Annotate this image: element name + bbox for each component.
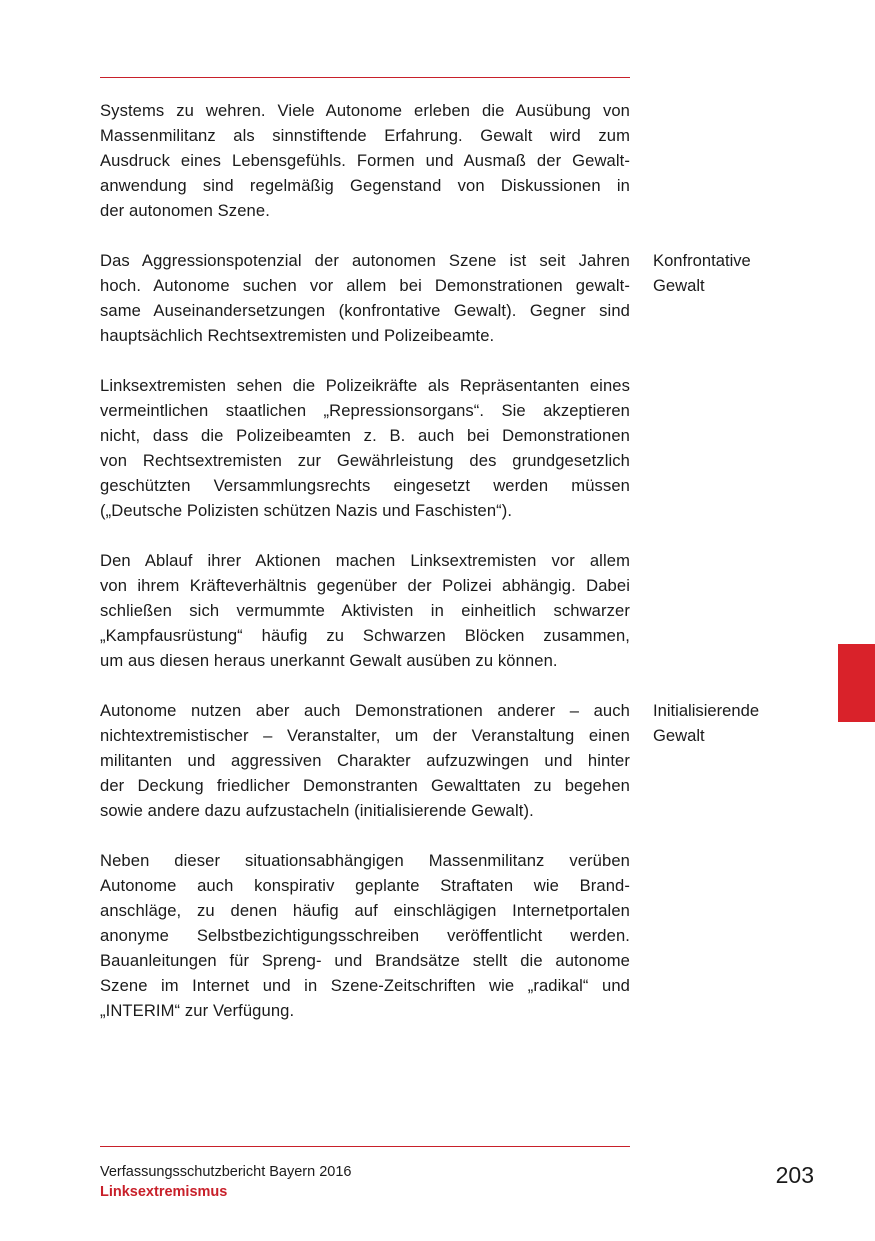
text-line: schließen sich vermummte Aktivisten in einheitlich schwarzer bbox=[100, 601, 630, 620]
text-line: geschützten Versammlungsrechts eingesetzt werden müssen bbox=[100, 476, 630, 495]
text-line: Autonome auch konspirativ geplante Straftaten wie Brand- bbox=[100, 876, 630, 895]
margin-note-initializing-violence bbox=[653, 698, 833, 748]
paragraph-2 bbox=[100, 248, 630, 348]
margin-note-line: Konfrontative bbox=[653, 251, 751, 270]
text-line: „Kampfausrüstung“ häufig zu Schwarzen Blöcken zusammen, bbox=[100, 626, 630, 645]
paragraph-4 bbox=[100, 548, 630, 673]
text-line: Das Aggressionspotenzial der autonomen Szene ist seit Jahren bbox=[100, 251, 630, 270]
page-number: 203 bbox=[775, 1162, 814, 1188]
paragraph-1 bbox=[100, 98, 630, 223]
text-line: nicht, dass die Polizeibeamten z. B. auch bei Demonstrationen bbox=[100, 426, 630, 445]
margin-note-line: Gewalt bbox=[653, 726, 705, 745]
text-line: anwendung sind regelmäßig Gegenstand von Diskussionen in bbox=[100, 176, 630, 195]
text-line: Autonome nutzen aber auch Demonstrationen anderer – auch bbox=[100, 701, 630, 720]
margin-note-line: Gewalt bbox=[653, 276, 705, 295]
text-line: Ausdruck eines Lebensgefühls. Formen und Ausmaß der Gewalt- bbox=[100, 151, 630, 170]
text-line: Szene im Internet und in Szene-Zeitschriften wie „radikal“ und bbox=[100, 976, 630, 995]
paragraph-6 bbox=[100, 848, 630, 1023]
header-rule bbox=[100, 77, 630, 78]
text-line: sowie andere dazu aufzustacheln (initialisierende Gewalt). bbox=[100, 801, 534, 820]
text-line: hoch. Autonome suchen vor allem bei Demonstrationen gewalt- bbox=[100, 276, 630, 295]
text-line: von Rechtsextremisten zur Gewährleistung des grundgesetzlich bbox=[100, 451, 630, 470]
text-line: um aus diesen heraus unerkannt Gewalt ausüben zu können. bbox=[100, 651, 558, 670]
footer-section-name: Linksextremismus bbox=[100, 1184, 228, 1200]
text-line: vermeintlichen staatlichen „Repressionsorgans“. Sie akzeptieren bbox=[100, 401, 630, 420]
text-line: der Deckung friedlicher Demonstranten Gewalttaten zu begehen bbox=[100, 776, 630, 795]
footer-report-title: Verfassungsschutzbericht Bayern 2016 bbox=[100, 1164, 352, 1180]
footer-rule bbox=[100, 1146, 630, 1147]
text-line: Systems zu wehren. Viele Autonome erleben die Ausübung von bbox=[100, 101, 630, 120]
chapter-tab-marker bbox=[838, 644, 875, 722]
text-line: nichtextremistischer – Veranstalter, um der Veranstaltung einen bbox=[100, 726, 630, 745]
paragraph-5 bbox=[100, 698, 630, 823]
text-line: anonyme Selbstbezichtigungsschreiben veröffentlicht werden. bbox=[100, 926, 630, 945]
margin-note-confrontative-violence bbox=[653, 248, 833, 298]
text-line: („Deutsche Polizisten schützen Nazis und Faschisten“). bbox=[100, 501, 513, 520]
margin-note-line: Initialisierende bbox=[653, 701, 760, 720]
text-line: same Auseinandersetzungen (konfrontative Gewalt). Gegner sind bbox=[100, 301, 630, 320]
text-line: Linksextremisten sehen die Polizeikräfte als Repräsentanten eines bbox=[100, 376, 630, 395]
paragraph-3 bbox=[100, 373, 630, 523]
text-line: der autonomen Szene. bbox=[100, 201, 270, 220]
text-line: „INTERIM“ zur Verfügung. bbox=[100, 1001, 295, 1020]
text-line: von ihrem Kräfteverhältnis gegenüber der Polizei abhängig. Dabei bbox=[100, 576, 630, 595]
text-line: hauptsächlich Rechtsextremisten und Polizeibeamte. bbox=[100, 326, 495, 345]
text-line: anschläge, zu denen häufig auf einschlägigen Internetportalen bbox=[100, 901, 630, 920]
text-line: Massenmilitanz als sinnstiftende Erfahrung. Gewalt wird zum bbox=[100, 126, 630, 145]
text-line: Bauanleitungen für Spreng- und Brandsätze stellt die autonome bbox=[100, 951, 630, 970]
text-line: Neben dieser situationsabhängigen Massenmilitanz verüben bbox=[100, 851, 630, 870]
text-line: Den Ablauf ihrer Aktionen machen Linksextremisten vor allem bbox=[100, 551, 630, 570]
text-line: militanten und aggressiven Charakter aufzuzwingen und hinter bbox=[100, 751, 630, 770]
